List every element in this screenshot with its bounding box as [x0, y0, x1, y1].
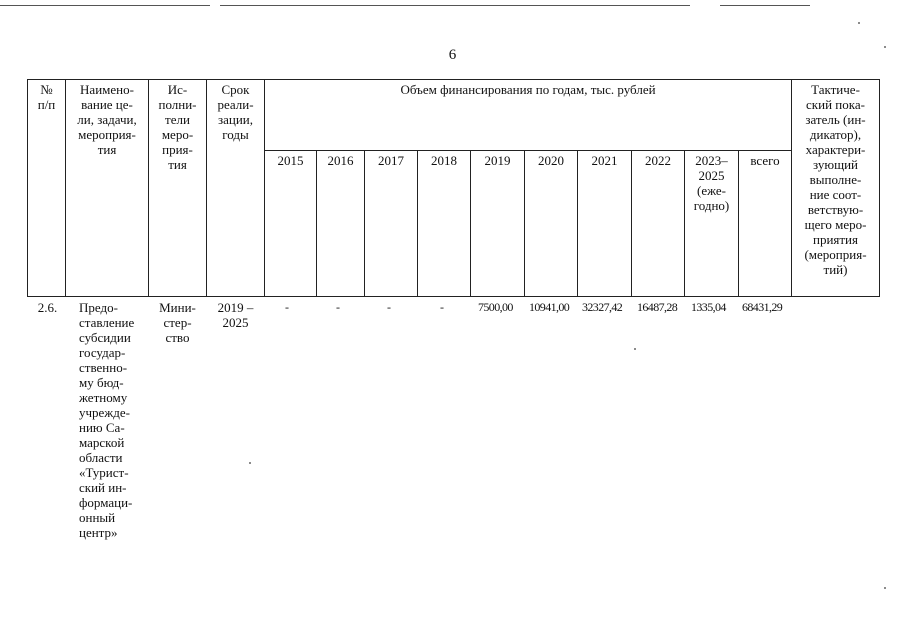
year-2016: 2016: [327, 153, 354, 168]
year-2022: 2022: [645, 153, 671, 168]
value-2017: -: [387, 300, 391, 314]
scan-speck: [858, 22, 860, 24]
header-no: № п/п: [37, 82, 56, 112]
header-name: Наимено- вание це- ли, задачи, мероприя- тия: [77, 82, 137, 157]
header-term: Срок реали- зации, годы: [217, 82, 254, 142]
scan-speck: [249, 462, 251, 464]
scan-artifact-line: [220, 5, 690, 6]
value-2015: -: [285, 300, 289, 314]
value-2016: -: [336, 300, 340, 314]
col-divider: [264, 79, 265, 297]
year-2017: 2017: [378, 153, 404, 168]
value-2020: 10941,00: [529, 300, 570, 314]
col-divider: [470, 150, 471, 297]
row-name: Предо- ставление субсидии государ- ственно- му бюд- жетному учрежде- нию Са- марской области «Турист- ский ин- формаци- онный центр»: [79, 300, 135, 540]
col-divider: [577, 150, 578, 297]
row-term: 2019 – 2025: [217, 300, 254, 330]
col-divider: [738, 150, 739, 297]
year-2018: 2018: [431, 153, 457, 168]
value-2023-2025: 1335,04: [691, 300, 726, 314]
col-divider: [316, 150, 317, 297]
page-number: 6: [448, 47, 457, 63]
value-2018: -: [440, 300, 444, 314]
row-no: 2.6.: [37, 300, 58, 315]
header-executors: Ис- полни- тели меро- прия- тия: [158, 82, 197, 172]
value-2019: 7500,00: [478, 300, 513, 314]
col-divider: [879, 79, 880, 297]
value-2022: 16487,28: [637, 300, 678, 314]
scan-artifact-line: [720, 5, 810, 6]
year-2015: 2015: [277, 153, 304, 168]
scan-speck: [884, 587, 886, 589]
row-executor: Мини- стер- ство: [159, 300, 196, 345]
year-2021: 2021: [591, 153, 618, 168]
value-total: 68431,29: [742, 300, 783, 314]
years-row-divider: [264, 150, 791, 151]
col-divider: [364, 150, 365, 297]
col-divider: [631, 150, 632, 297]
col-divider: [524, 150, 525, 297]
scan-speck: [634, 348, 636, 350]
value-2021: 32327,42: [582, 300, 623, 314]
header-funding: Объем финансирования по годам, тыс. рублей: [400, 82, 656, 97]
year-total: всего: [750, 153, 780, 168]
header-bottom-line: [27, 296, 880, 297]
year-2019: 2019: [484, 153, 511, 168]
col-divider: [417, 150, 418, 297]
table-border-top: [27, 79, 880, 80]
year-2020: 2020: [538, 153, 564, 168]
scan-speck: [884, 46, 886, 48]
year-2023-2025: 2023– 2025 (еже- годно): [693, 153, 730, 213]
header-indicator: Тактиче- ский пока- затель (ин- дикатор), характери- зующий выполне- ние соот- ветствую- щего меро- приятия (мероприя- тий): [804, 82, 867, 277]
scan-artifact-line: [0, 5, 210, 6]
